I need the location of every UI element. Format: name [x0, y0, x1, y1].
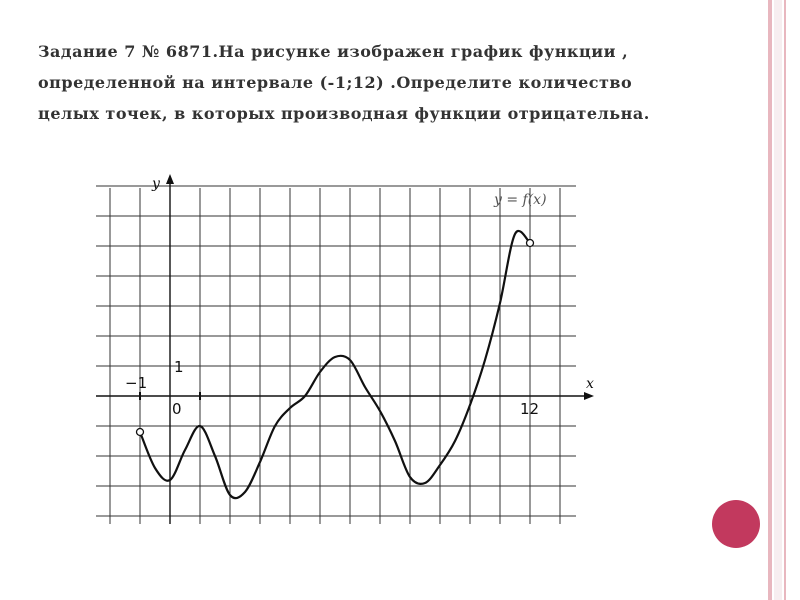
- decorative-circle: [712, 500, 760, 548]
- function-label: y = f(x): [494, 192, 547, 208]
- x-axis-label: x: [586, 376, 594, 392]
- function-curve: [140, 231, 530, 498]
- x-tick-label: 12: [520, 400, 540, 418]
- task-title: Задание 7 № 6871.На рисунке изображен график функции , определенной на интервале (-1;12) .Определите количество целых точек, в которых производная функции отрицательна.: [38, 42, 650, 123]
- y-axis-label: y: [152, 176, 160, 192]
- y-axis-arrow: [166, 174, 174, 184]
- open-endpoint: [527, 240, 534, 247]
- x-tick-label: 0: [172, 400, 182, 418]
- open-endpoint: [137, 429, 144, 436]
- y-tick-label: 1: [174, 358, 184, 376]
- x-axis-arrow: [584, 392, 594, 400]
- x-tick-label: −1: [125, 374, 148, 392]
- grid: [96, 186, 576, 524]
